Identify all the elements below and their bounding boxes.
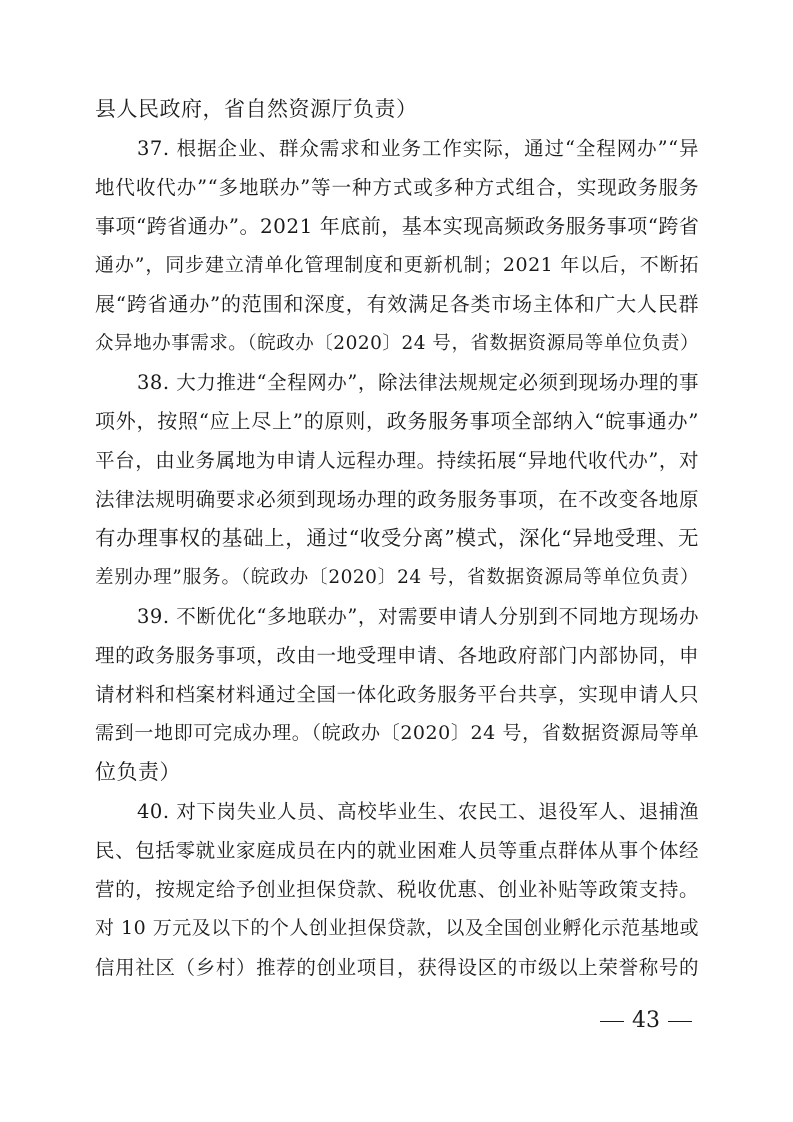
text-line: 有办理事权的基础上，通过“收受分离”模式，深化“异地受理、无 bbox=[95, 526, 699, 550]
text-line: 通办”，同步建立清单化管理制度和更新机制；2021 年以后，不断拓 bbox=[95, 254, 699, 276]
text-line: 差别办理”服务。（皖政办〔2020〕24 号，省数据资源局等单位负责） bbox=[95, 567, 699, 588]
text-line: 理的政务服务事项，改由一地受理申请、各地政府部门内部协同，申 bbox=[95, 644, 699, 667]
text-line: 地代收代办”“多地联办”等一种方式或多种方式组合，实现政务服务 bbox=[95, 176, 699, 199]
page-number-right-dash bbox=[668, 1021, 692, 1022]
text-line: 信用社区（乡村）推荐的创业项目，获得设区的市级以上荣誉称号的 bbox=[95, 956, 699, 979]
page-number bbox=[0, 1006, 793, 1036]
text-line: 营的，按规定给予创业担保贷款、税收优惠、创业补贴等政策支持。 bbox=[95, 878, 699, 901]
text-line: 请材料和档案材料通过全国一体化政务服务平台共享，实现申请人只 bbox=[95, 683, 699, 706]
text-line: 项外，按照“应上尽上”的原则，政务服务事项全部纳入“皖事通办” bbox=[95, 409, 699, 433]
text-line: 法律法规明确要求必须到现场办理的政务服务事项，在不改变各地原 bbox=[95, 488, 699, 511]
text-line: 民、包括零就业家庭成员在内的就业困难人员等重点群体从事个体经 bbox=[95, 839, 699, 862]
text-line: 需到一地即可完成办理。（皖政办〔2020〕24 号，省数据资源局等单 bbox=[95, 722, 699, 744]
text-line: 展“跨省通办”的范围和深度，有效满足各类市场主体和广大人民群 bbox=[95, 292, 699, 316]
text-line: 位负责） bbox=[95, 760, 181, 784]
text-line: 40. 对下岗失业人员、高校毕业生、农民工、退役军人、退捕渔 bbox=[137, 800, 699, 823]
text-line: 平台，由业务属地为申请人远程办理。持续拓展“异地代收代办”，对 bbox=[95, 449, 699, 472]
text-line: 众异地办事需求。（皖政办〔2020〕24 号，省数据资源局等单位负责） bbox=[95, 333, 699, 354]
text-line: 39. 不断优化“多地联办”，对需要申请人分别到不同地方现场办 bbox=[137, 605, 699, 628]
page-number-value: 43 bbox=[632, 1008, 660, 1033]
text-line: 事项“跨省通办”。2021 年底前，基本实现高频政务服务事项“跨省 bbox=[95, 214, 699, 238]
text-line: 38. 大力推进“全程网办”，除法律法规规定必须到现场办理的事 bbox=[137, 371, 699, 394]
text-line: 对 10 万元及以下的个人创业担保贷款，以及全国创业孵化示范基地或 bbox=[95, 917, 699, 939]
page-number-left-dash bbox=[600, 1021, 624, 1022]
text-line: 37. 根据企业、群众需求和业务工作实际，通过“全程网办”“异 bbox=[137, 137, 699, 160]
text-line: 县人民政府，省自然资源厅负责） bbox=[95, 97, 418, 121]
